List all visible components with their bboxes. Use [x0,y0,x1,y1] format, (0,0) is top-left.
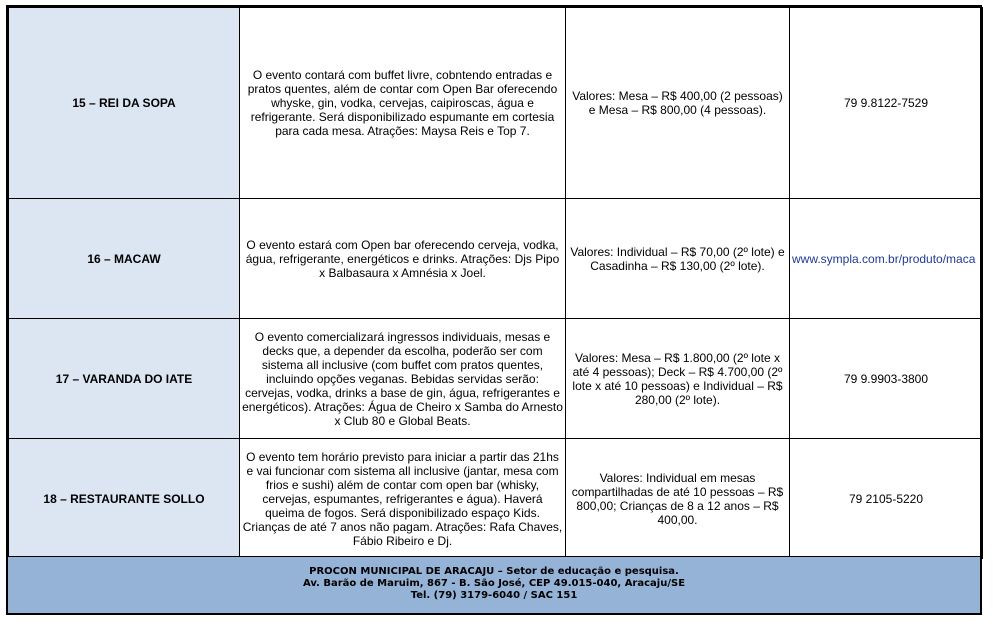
footer-address-line: Av. Barão de Maruim, 867 - B. São José, CEP 49.015-040, Aracaju/SE [302,578,686,589]
event-contact-cell [790,199,983,319]
event-name: 18 – RESTAURANTE SOLLO [9,439,240,559]
event-price: Valores: Individual em mesas compartilhadas de até 10 pessoas – R$ 800,00; Crianças de 8 a 12 anos – R$ 400,00. [566,439,790,559]
event-contact-link[interactable]: www.sympla.com.br/produto/maca [792,251,976,266]
event-name: 15 – REI DA SOPA [9,8,240,199]
event-contact: 79 2105-5220 [790,439,983,559]
footer-phone-line: Tel. (79) 3179-6040 / SAC 151 [410,590,578,601]
table-row [9,8,983,199]
event-description: O evento comercializará ingressos individuais, mesas e decks que, a depender da escolha, poderão ser com sistema all inclusive (com buffet com pratos quentes, incluindo opções veganas. Bebidas servidas serão: cervejas, vodka, drinks a base de gin, água, refrigerantes e energéticos). Atrações: Água de Cheiro x Samba do Arnesto x Club 80 e Global Beats. [240,319,566,439]
event-price: Valores: Individual – R$ 70,00 (2º lote) e Casadinha – R$ 130,00 (2º lote). [566,199,790,319]
footer-banner [8,556,980,613]
event-description: O evento estará com Open bar oferecendo cerveja, vodka, água, refrigerante, energéticos e drinks. Atrações: Djs Pipo x Balbasaura x Amnésia x Joel. [240,199,566,319]
footer-org-line: PROCON MUNICIPAL DE ARACAJU – Setor de educação e pesquisa. [309,566,679,577]
document-page [6,5,982,615]
events-table [8,7,983,559]
event-name: 17 – VARANDA DO IATE [9,319,240,439]
event-price: Valores: Mesa – R$ 1.800,00 (2º lote x até 4 pessoas); Deck – R$ 4.700,00 (2º lote x até 10 pessoas) e Individual – R$ 280,00 (2º lote). [566,319,790,439]
table-row [9,199,983,319]
event-contact: 79 9.9903-3800 [790,319,983,439]
event-description: O evento contará com buffet livre, cobntendo entradas e pratos quentes, além de contar com Open Bar oferecendo whyske, gin, vodka, cervejas, caipiroscas, água e refrigerante. Será disponibilizado espumante em cortesia para cada mesa. Atrações: Maysa Reis e Top 7. [240,8,566,199]
table-row [9,439,983,559]
table-row [9,319,983,439]
event-contact: 79 9.8122-7529 [790,8,983,199]
event-name: 16 – MACAW [9,199,240,319]
event-price: Valores: Mesa – R$ 400,00 (2 pessoas) e Mesa – R$ 800,00 (4 pessoas). [566,8,790,199]
event-description: O evento tem horário previsto para iniciar a partir das 21hs e vai funcionar com sistema all inclusive (jantar, mesa com frios e sushi) além de contar com open bar (whisky, cervejas, espumantes, refrigerantes e água). Haverá queima de fogos. Será disponibilizado espaço Kids. Crianças de até 7 anos não pagam. Atrações: Rafa Chaves, Fábio Ribeiro e Dj. [240,439,566,559]
